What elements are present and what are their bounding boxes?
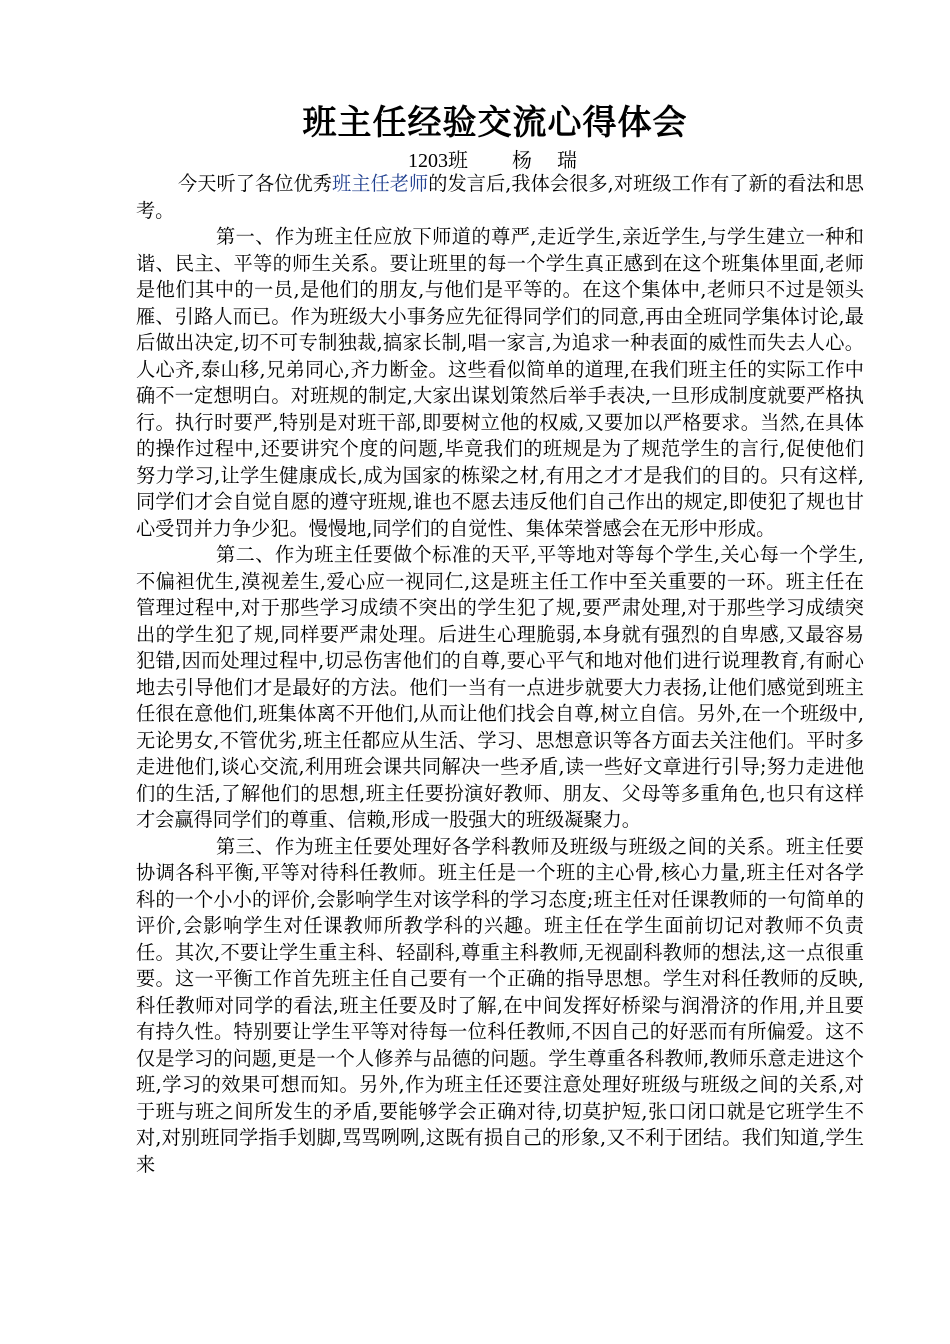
document-body [136,171,864,1178]
paragraph-third: 第三、作为班主任要处理好各学科教师及班级与班级之间的关系。班主任要协调各科平衡,平等对待科任教师。班主任是一个班的主心骨,核心力量,班主任对各学科的一个小小的评价,会影响学生对该学科的学习态度;班主任对任课教师的一句简单的评价,会影响学生对任课教师所教学科的兴趣。班主任在学生面前切记对教师不负责任。其次,不要让学生重主科、轻副科,尊重主科教师,无视副科教师的想法,这一点很重要。这一平衡工作首先班主任自己要有一个正确的指导思想。学生对科任教师的反映,科任教师对同学的看法,班主任要及时了解,在中间发挥好桥梁与润滑济的作用,并且要有持久性。特别要让学生平等对待每一位科任教师,不因自己的好恶而有所偏爱。这不仅是学习的问题,更是一个人修养与品德的问题。学生尊重各科教师,教师乐意走进这个班,学习的效果可想而知。另外,作为班主任还要注意处理好班级与班级之间的关系,对于班与班之间所发生的矛盾,要能够学会正确对待,切莫护短,张口闭口就是它班学生不对,对别班同学指手划脚,骂骂咧咧,这既有损自己的形象,又不利于团结。我们知道,学生来 [136,834,864,1176]
document-title: 班主任经验交流心得体会 [302,103,688,143]
teacher-link[interactable]: 班主任老师 [332,172,429,195]
paragraph-second: 第二、作为班主任要做个标准的天平,平等地对等每个学生,关心每一个学生,不偏袒优生,漠视差生,爱心应一视同仁,这是班主任工作中至关重要的一环。班主任在管理过程中,对于那些学习成绩不突出的学生犯了规,要严肃处理,对于那些学习成绩突出的学生犯了规,同样要严肃处理。后进生心理脆弱,本身就有强烈的自卑感,又最容易犯错,因而处理过程中,切忌伤害他们的自尊,要心平气和地对他们进行说理教育,有耐心地去引导他们才是最好的方法。他们一当有一点进步就要大力表扬,让他们感觉到班主任很在意他们,班集体离不开他们,从而让他们找会自尊,树立自信。另外,在一个班级中,无论男女,不管优劣,班主任都应从生活、学习、思想意识等各方面去关注他们。平时多走进他们,谈心交流,利用班会课共同解决一些矛盾,读一些好文章进行引导;努力走进他们的生活,了解他们的思想,班主任要扮演好教师、朋友、父母等多重角色,也只有这样才会赢得同学们的尊重、信赖,形成一股强大的班级凝聚力。 [136,543,864,831]
paragraph-first: 第一、作为班主任应放下师道的尊严,走近学生,亲近学生,与学生建立一种和谐、民主、平等的师生关系。要让班里的每一个学生真正感到在这个班集体里面,老师是他们其中的一员,是他们的朋友,与他们是平等的。在这个集体中,老师只不过是领头雁、引路人而已。作为班级大小事务应先征得同学们的同意,再由全班同学集体讨论,最后做出决定,切不可专制独裁,搞家长制,唱一家言,为追求一种表面的威性而失去人心。人心齐,泰山移,兄弟同心,齐力断金。这些看似简单的道理,在我们班主任的实际工作中确不一定想明白。对班规的制定,大家出谋划策然后举手表决,一旦形成制度就要严格执行。执行时要严,特别是对班干部,即要树立他的权威,又要加以严格要求。当然,在具体的操作过程中,还要讲究个度的问题,毕竟我们的班规是为了规范学生的言行,促使他们努力学习,让学生健康成长,成为国家的栋梁之材,有用之才才是我们的目的。只有这样,同学们才会自觉自愿的遵守班规,谁也不愿去违反他们自己作出的规定,即使犯了规也甘心受罚并力争少犯。慢慢地,同学们的自觉性、集体荣誉感会在无形中形成。 [136,225,864,540]
author-name: 杨 瑞 [512,150,587,172]
class-label: 1203班 [408,150,468,172]
intro-paragraph [136,171,864,224]
intro-text-before: 今天听了各位优秀 [178,172,332,195]
intro-text-after: 的发言后,我体会很多,对班级工作有了新的看法和思考。 [136,172,864,222]
